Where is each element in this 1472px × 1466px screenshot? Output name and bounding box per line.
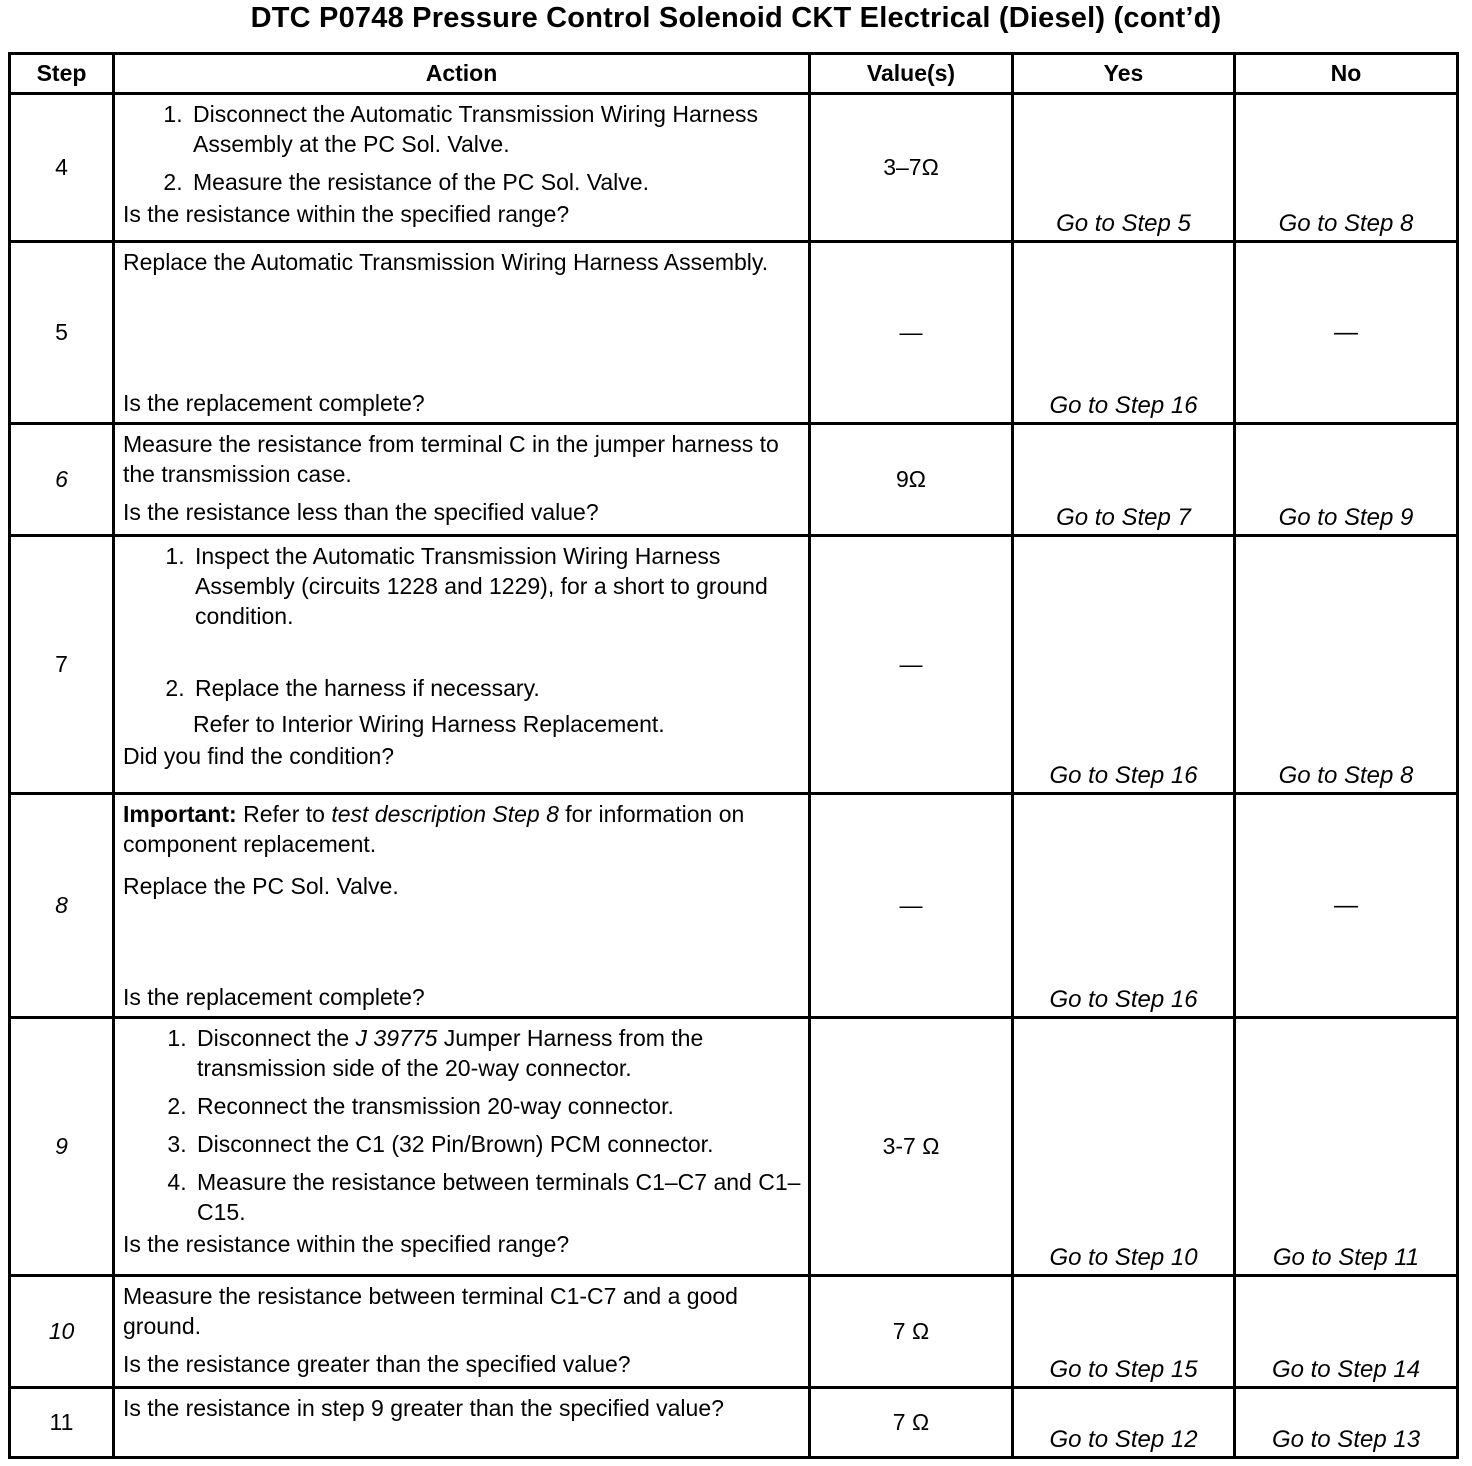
important-text-emphasis: test description Step 8 <box>331 801 559 827</box>
action-cell <box>114 1018 810 1276</box>
important-label: Important: <box>123 801 237 827</box>
yes-cell: Go to Step 16 <box>1013 794 1235 1018</box>
step-number: 11 <box>10 1388 114 1458</box>
yes-cell: Go to Step 5 <box>1013 94 1235 242</box>
diagnostic-table <box>8 52 1459 1459</box>
header-yes: Yes <box>1013 54 1235 94</box>
action-cell <box>114 794 810 1018</box>
action-question: Is the resistance within the specified range? <box>123 1231 570 1257</box>
action-text: Replace the PC Sol. Valve. <box>123 873 399 899</box>
value-cell: 7 Ω <box>810 1388 1013 1458</box>
value-cell: 3-7 Ω <box>810 1018 1013 1276</box>
action-item: 2. Replace the harness if necessary. <box>191 673 802 703</box>
table-header-row <box>10 54 1458 94</box>
step-number: 9 <box>10 1018 114 1276</box>
action-item: 1. Inspect the Automatic Transmission Wiring Harness Assembly (circuits 1228 and 1229), for a short to ground condition. <box>191 541 802 631</box>
action-question: Is the resistance greater than the specified value? <box>123 1351 631 1377</box>
action-question: Is the replacement complete? <box>123 390 425 416</box>
action-list <box>123 1023 802 1227</box>
no-cell: Go to Step 11 <box>1235 1018 1458 1276</box>
action-item <box>193 1023 802 1083</box>
action-text: Measure the resistance from terminal C in the jumper harness to the transmission case. <box>123 431 779 487</box>
action-cell <box>114 536 810 794</box>
table-row <box>10 1388 1458 1458</box>
action-question: Is the resistance less than the specified value? <box>123 499 599 525</box>
action-item: 1. Disconnect the Automatic Transmission Wiring Harness Assembly at the PC Sol. Valve. <box>189 99 802 159</box>
page-title: DTC P0748 Pressure Control Solenoid CKT Electrical (Diesel) (cont’d) <box>250 2 1222 34</box>
action-cell <box>114 1276 810 1388</box>
action-item: 2. Reconnect the transmission 20-way connector. <box>193 1091 802 1121</box>
table-row <box>10 1018 1458 1276</box>
table-row <box>10 1276 1458 1388</box>
value-cell: 7 Ω <box>810 1276 1013 1388</box>
no-cell: — <box>1235 794 1458 1018</box>
action-cell <box>114 424 810 536</box>
no-cell: Go to Step 8 <box>1235 536 1458 794</box>
action-cell <box>114 94 810 242</box>
value-cell: 3–7Ω <box>810 94 1013 242</box>
action-text: Is the resistance in step 9 greater than the specified value? <box>123 1395 724 1421</box>
value-cell: — <box>810 242 1013 424</box>
step-number: 8 <box>10 794 114 1018</box>
action-cell <box>114 242 810 424</box>
no-cell: Go to Step 14 <box>1235 1276 1458 1388</box>
yes-cell: Go to Step 7 <box>1013 424 1235 536</box>
action-question: Is the replacement complete? <box>123 984 425 1010</box>
important-text-pre: Refer to <box>236 801 332 827</box>
tool-reference: J 39775 <box>355 1025 438 1051</box>
action-item: 3. Disconnect the C1 (32 Pin/Brown) PCM connector. <box>193 1129 802 1159</box>
yes-cell: Go to Step 12 <box>1013 1388 1235 1458</box>
step-number: 4 <box>10 94 114 242</box>
yes-cell: Go to Step 16 <box>1013 536 1235 794</box>
step-number: 10 <box>10 1276 114 1388</box>
yes-cell: Go to Step 15 <box>1013 1276 1235 1388</box>
action-item: 4. Measure the resistance between terminals C1–C7 and C1–C15. <box>193 1167 802 1227</box>
action-text: Replace the Automatic Transmission Wiring Harness Assembly. <box>123 249 769 275</box>
header-no: No <box>1235 54 1458 94</box>
no-cell: Go to Step 8 <box>1235 94 1458 242</box>
action-question: Is the resistance within the specified range? <box>123 201 570 227</box>
table-row <box>10 242 1458 424</box>
yes-cell: Go to Step 16 <box>1013 242 1235 424</box>
action-question: Did you find the condition? <box>123 743 395 769</box>
yes-cell: Go to Step 10 <box>1013 1018 1235 1276</box>
no-cell: — <box>1235 242 1458 424</box>
no-cell: Go to Step 9 <box>1235 424 1458 536</box>
action-list <box>123 99 802 197</box>
important-text-post: for information on component replacement. <box>123 801 745 857</box>
value-cell: — <box>810 794 1013 1018</box>
table-row <box>10 794 1458 1018</box>
no-cell: Go to Step 13 <box>1235 1388 1458 1458</box>
table-row <box>10 536 1458 794</box>
value-cell: 9Ω <box>810 424 1013 536</box>
table-row <box>10 94 1458 242</box>
step-number: 6 <box>10 424 114 536</box>
header-step: Step <box>10 54 114 94</box>
important-note <box>123 799 802 859</box>
action-item: 2. Measure the resistance of the PC Sol. Valve. <box>189 167 802 197</box>
header-values: Value(s) <box>810 54 1013 94</box>
action-text: Measure the resistance between terminal C1-C7 and a good ground. <box>123 1283 738 1339</box>
header-action: Action <box>114 54 810 94</box>
table-row <box>10 424 1458 536</box>
action-list <box>123 541 802 703</box>
action-cell <box>114 1388 810 1458</box>
step-number: 5 <box>10 242 114 424</box>
action-text-post: Jumper Harness from the transmission side of the 20-way connector. <box>197 1025 704 1081</box>
action-text-pre: Disconnect the <box>197 1025 356 1051</box>
step-number: 7 <box>10 536 114 794</box>
value-cell: — <box>810 536 1013 794</box>
refer-note: Refer to Interior Wiring Harness Replacement. <box>193 711 665 737</box>
